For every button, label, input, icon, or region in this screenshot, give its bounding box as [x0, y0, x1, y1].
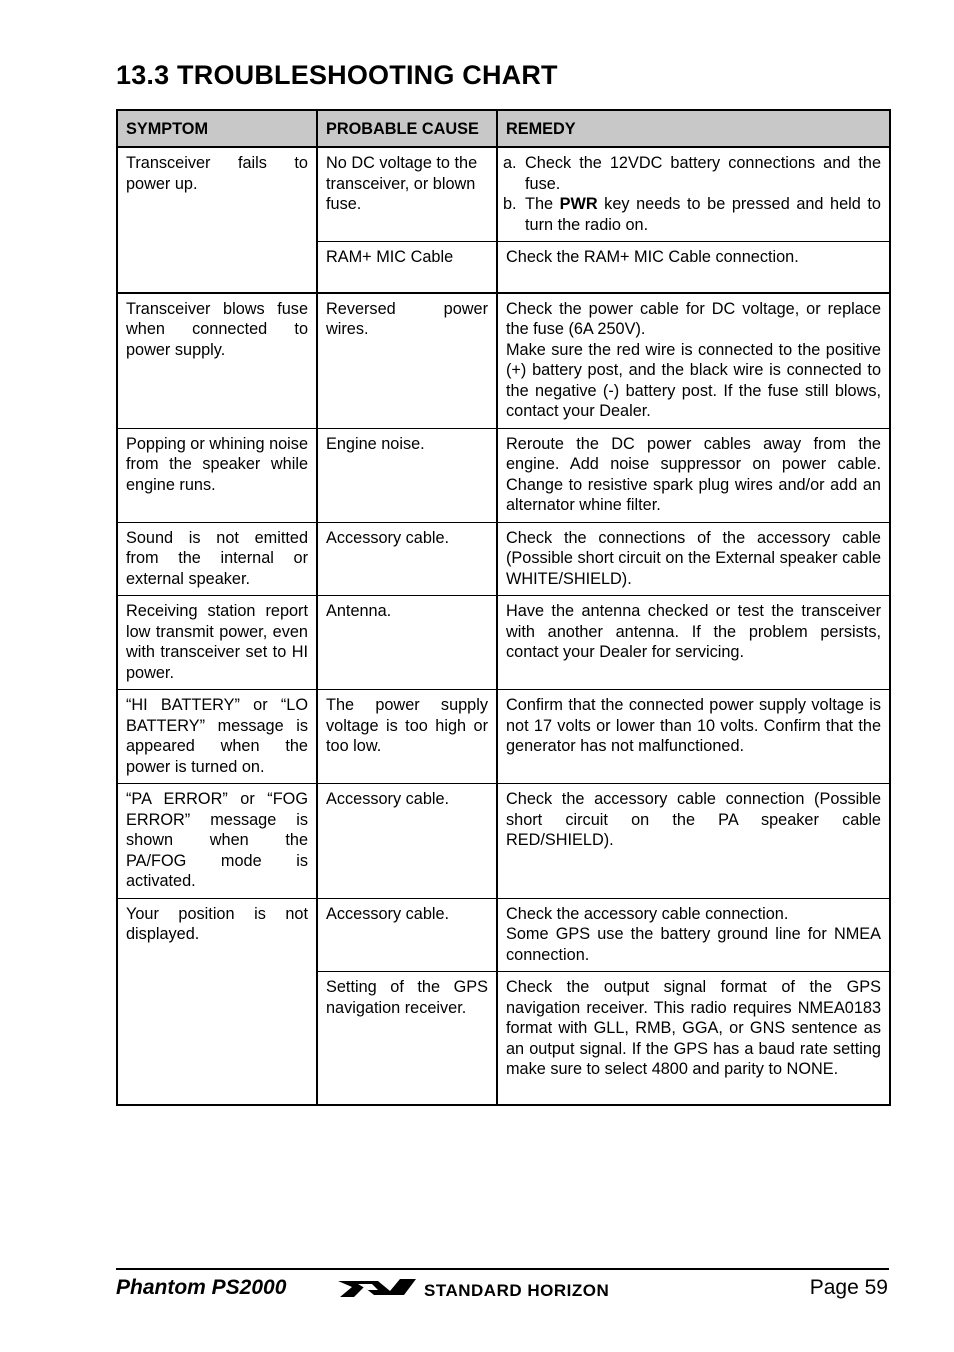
cause-cell: Reversed power wires. — [317, 293, 497, 429]
cause-cell: Engine noise. — [317, 428, 497, 522]
cause-cell: The power supply voltage is too high or too low. — [317, 690, 497, 784]
cause-cell: No DC voltage to the transceiver, or blown fuse. — [317, 147, 497, 242]
table-row — [117, 690, 890, 784]
table-row — [117, 522, 890, 596]
table-row — [117, 596, 890, 690]
table-row — [117, 428, 890, 522]
symptom-cell: “HI BATTERY” or “LO BATTERY” message is appeared when the power is turned on. — [117, 690, 317, 784]
table-row — [117, 293, 890, 429]
header-remedy: REMEDY — [497, 110, 890, 147]
symptom-cell: Sound is not emitted from the internal or external speaker. — [117, 522, 317, 596]
cause-cell: Antenna. — [317, 596, 497, 690]
remedy-paragraph: Make sure the red wire is connected to the positive (+) battery post, and the black wire is connected to the negative (-) battery post. If the fuse still blows, contact your Dealer. — [506, 340, 881, 420]
text-fragment: The — [525, 195, 560, 213]
remedy-cell — [497, 293, 890, 429]
symptom-cell: Transceiver blows fuse when connected to power supply. — [117, 293, 317, 429]
header-symptom: SYMPTOM — [117, 110, 317, 147]
table-row — [117, 784, 890, 899]
remedy-cell: Check the accessory cable connection (Possible short circuit on the PA speaker cable RED/SHIELD). — [497, 784, 890, 899]
remedy-cell — [497, 147, 890, 242]
symptom-cell: Transceiver fails to power up. — [117, 147, 317, 293]
cause-cell: Accessory cable. — [317, 522, 497, 596]
table-row — [117, 147, 890, 242]
troubleshooting-table — [116, 109, 891, 1106]
remedy-cell: Reroute the DC power cables away from the engine. Add noise suppressor on power cable. Change to resistive spark plug wires and/or add an alternator whine filter. — [497, 428, 890, 522]
remedy-cell: Check the connections of the accessory cable (Possible short circuit on the External speaker cable WHITE/SHIELD). — [497, 522, 890, 596]
cause-cell: Setting of the GPS navigation receiver. — [317, 972, 497, 1105]
footer-brand-logo — [338, 1276, 609, 1305]
remedy-cell: Confirm that the connected power supply voltage is not 17 volts or lower than 10 volts. Confirm that the generator has not malfunctioned. — [497, 690, 890, 784]
list-marker: a. — [503, 154, 517, 172]
remedy-cell: Check the output signal format of the GPS navigation receiver. This radio requires NMEA0183 format with GLL, RMB, GGA, or GNS sentence as an output signal. If the GPS has a baud rate setting make sure to select 4800 and parity to NONE. — [497, 972, 890, 1105]
cause-cell: Accessory cable. — [317, 898, 497, 972]
list-text: Check the 12VDC battery connections and the fuse. — [525, 154, 881, 193]
table-row — [117, 898, 890, 972]
footer-model-name: Phantom PS2000 — [116, 1276, 287, 1299]
pwr-key-label: PWR — [559, 195, 598, 213]
standard-horizon-logo-icon — [338, 1276, 416, 1305]
symptom-cell: “PA ERROR” or “FOG ERROR” message is shown when the PA/FOG mode is activated. — [117, 784, 317, 899]
list-item — [503, 153, 881, 194]
page-title: 13.3 TROUBLESHOOTING CHART — [116, 60, 558, 90]
remedy-cell: Have the antenna checked or test the transceiver with another antenna. If the problem persists, contact your Dealer for servicing. — [497, 596, 890, 690]
list-marker: b. — [503, 195, 517, 213]
remedy-paragraph: Some GPS use the battery ground line for NMEA connection. — [506, 925, 881, 964]
table-header-row — [117, 110, 890, 147]
remedy-cell: Check the RAM+ MIC Cable connection. — [497, 242, 890, 293]
remedy-cell — [497, 898, 890, 972]
remedy-paragraph: Check the accessory cable connection. — [506, 904, 789, 923]
footer-page-number: Page 59 — [809, 1276, 888, 1299]
footer-brand-name: STANDARD HORIZON — [424, 1280, 610, 1300]
list-item — [503, 194, 881, 235]
list-text — [525, 194, 881, 235]
cause-cell: RAM+ MIC Cable — [317, 242, 497, 293]
header-probable-cause: PROBABLE CAUSE — [317, 110, 497, 147]
remedy-paragraph: Check the power cable for DC voltage, or replace the fuse (6A 250V). — [506, 299, 881, 338]
text-fragment: key needs to be pressed and held to turn the radio on. — [525, 195, 881, 234]
cause-cell: Accessory cable. — [317, 784, 497, 899]
symptom-cell: Receiving station report low transmit power, even with transceiver set to HI power. — [117, 596, 317, 690]
symptom-cell: Popping or whining noise from the speaker while engine runs. — [117, 428, 317, 522]
footer-divider — [116, 1268, 889, 1270]
symptom-cell: Your position is not displayed. — [117, 898, 317, 1105]
